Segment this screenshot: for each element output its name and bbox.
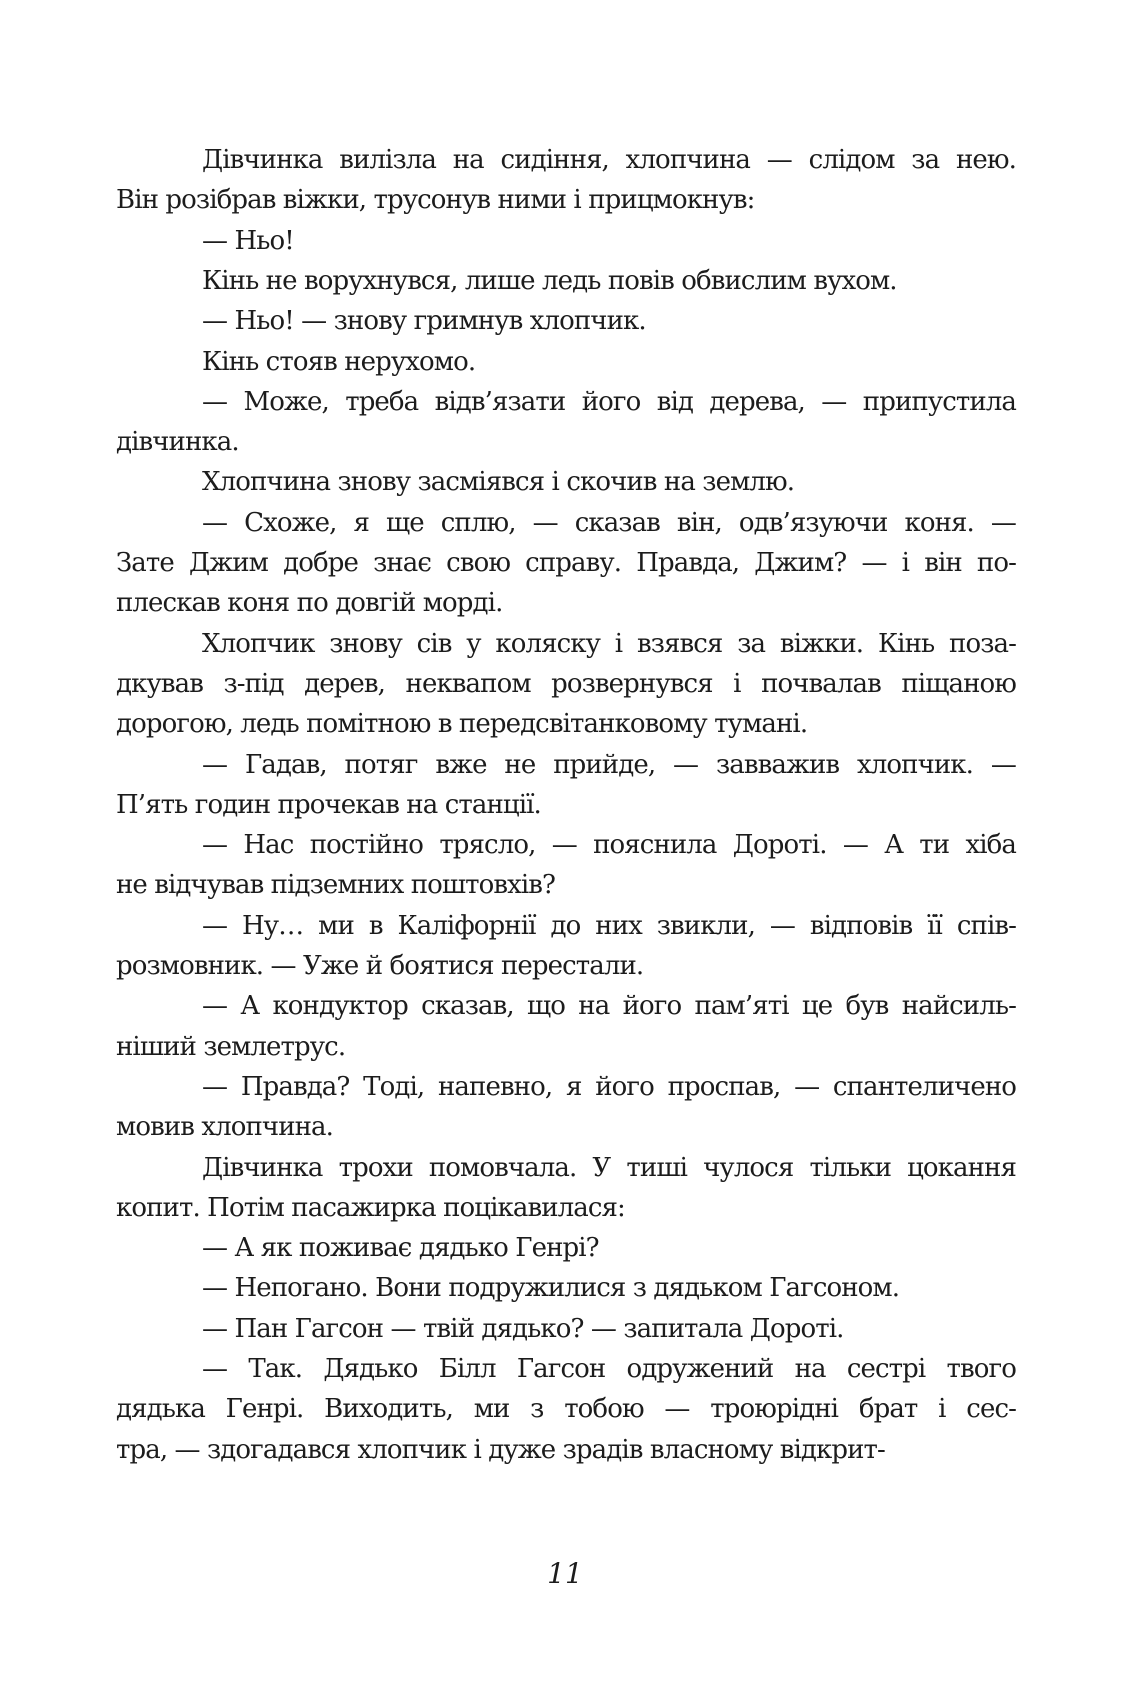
text-line: копит. Потім пасажирка поцікавилася:	[116, 1192, 625, 1223]
text-line: Кінь не ворухнувся, лише ледь повів обвислим вухом.	[202, 265, 897, 296]
text-line: не відчував підземних поштовхів?	[116, 870, 556, 901]
text-line: тра, — здогадався хлопчик і дуже зрадів власному відкрит-	[116, 1434, 885, 1465]
text-line: — А кондуктор сказав, що на його пам’яті це був найсиль-	[202, 991, 1016, 1022]
text-line: Хлопчина знову засміявся і скочив на землю.	[202, 467, 795, 498]
text-line: — Ньо! — знову гримнув хлопчик.	[202, 306, 646, 337]
text-line: — Так. Дядько Білл Гагсон одружений на сестрі твого	[202, 1354, 1016, 1384]
page-number: 11	[547, 1557, 583, 1590]
text-line: дорогою, ледь помітною в передсвітанковому тумані.	[116, 709, 808, 740]
text-line: Зате Джим добре знає свою справу. Правда, Джим? — і він по-	[116, 548, 1016, 578]
text-line: дядька Генрі. Виходить, ми з тобою — троюрідні брат і сес-	[116, 1394, 1016, 1425]
text-line: — Нас постійно трясло, — пояснила Дороті. — А ти хіба	[202, 830, 1016, 861]
text-line: розмовник. — Уже й боятися перестали.	[116, 951, 644, 981]
text-line: Хлопчик знову сів у коляску і взявся за віжки. Кінь поза-	[202, 628, 1016, 659]
text-line: плескав коня по довгій морді.	[116, 588, 503, 619]
text-line: — Може, треба відв’язати його від дерева, — припустила	[202, 386, 1016, 417]
text-line: — Правда? Тоді, напевно, я його проспав, — спантеличено	[202, 1071, 1016, 1102]
text-line: Кінь стояв нерухомо.	[202, 346, 476, 377]
text-line: П’ять годин прочекав на станції.	[116, 789, 541, 820]
text-line: — Схоже, я ще сплю, — сказав він, одв’язуючи коня. —	[202, 507, 1016, 538]
text-line: Дівчинка вилізла на сидіння, хлопчина — слідом за нею.	[202, 145, 1016, 175]
text-line: — Пан Гагсон — твій дядько? — запитала Дороті.	[202, 1313, 844, 1344]
text-line: — Ну… ми в Каліфорнії до них звикли, — відповів її спів-	[202, 910, 1016, 941]
text-line: — Непогано. Вони подружилися з дядьком Гагсоном.	[202, 1273, 900, 1304]
text-line: Дівчинка трохи помовчала. У тиші чулося тільки цокання	[202, 1152, 1016, 1183]
text-line: — А як поживає дядько Генрі?	[202, 1233, 599, 1264]
text-line: — Ньо!	[202, 225, 294, 256]
text-line: Він розібрав віжки, трусонув ними і прицмокнув:	[116, 185, 755, 216]
text-line: мовив хлопчина.	[116, 1112, 334, 1143]
text-line: дкував з-під дерев, неквапом розвернувся і почвалав піщаною	[116, 668, 1016, 699]
text-line: дівчинка.	[116, 427, 239, 458]
text-line: — Гадав, потяг вже не прийде, — завважив хлопчик. —	[202, 749, 1016, 780]
text-line: ніший землетрус.	[116, 1031, 346, 1062]
